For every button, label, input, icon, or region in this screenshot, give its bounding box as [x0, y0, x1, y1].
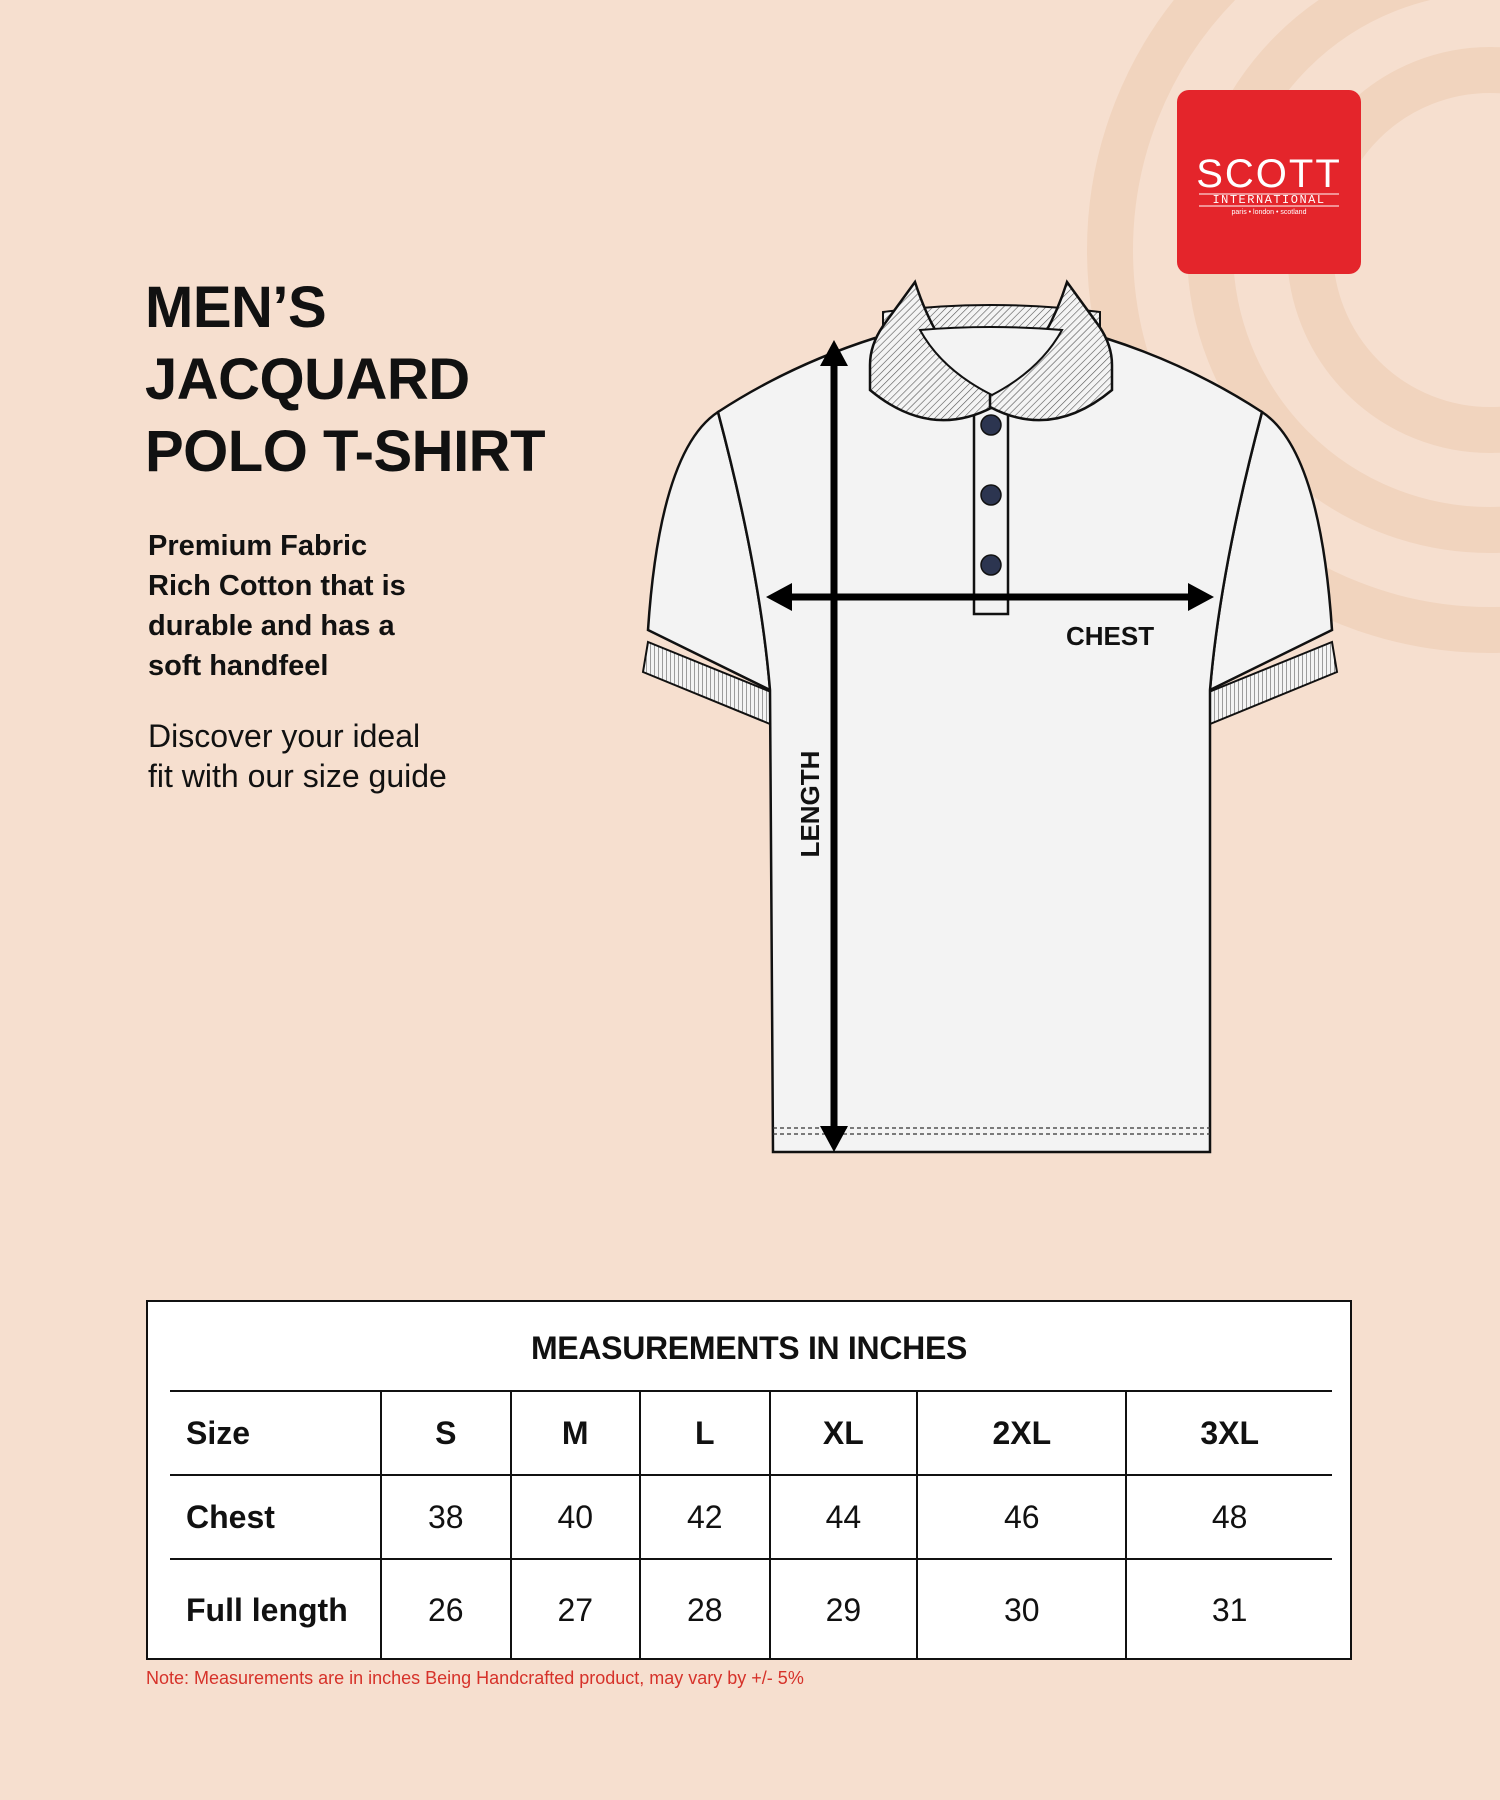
button-icon	[981, 485, 1001, 505]
product-description	[148, 526, 406, 686]
table-cell: Size	[170, 1391, 381, 1475]
table-row-full-length	[170, 1559, 1332, 1660]
title-line: POLO T-SHIRT	[145, 419, 545, 484]
table-cell: 29	[770, 1559, 918, 1660]
chest-label: CHEST	[1066, 621, 1155, 651]
table-row-size	[170, 1391, 1332, 1475]
table-cell: 31	[1126, 1559, 1332, 1660]
description-line: Rich Cotton that is	[148, 570, 406, 602]
table-cell: S	[381, 1391, 511, 1475]
table-cell: 28	[640, 1559, 770, 1660]
length-label: LENGTH	[795, 750, 825, 858]
table-cell: 27	[511, 1559, 641, 1660]
subtext-line: fit with our size guide	[148, 758, 447, 794]
subtext-line: Discover your ideal	[148, 718, 421, 754]
title-line: JACQUARD	[145, 347, 470, 412]
brand-logo	[1177, 90, 1361, 274]
table-cell: 38	[381, 1475, 511, 1559]
polo-shirt-diagram	[630, 270, 1350, 1170]
table-cell: 30	[917, 1559, 1126, 1660]
title-line: MEN’S	[145, 275, 327, 340]
collar	[870, 282, 1112, 420]
table-cell: 44	[770, 1475, 918, 1559]
table-cell: 26	[381, 1559, 511, 1660]
table-cell: Full length	[170, 1559, 381, 1660]
button-icon	[981, 415, 1001, 435]
description-line: soft handfeel	[148, 650, 329, 682]
description-line: durable and has a	[148, 610, 395, 642]
measurements-panel	[146, 1300, 1352, 1660]
description-line: Premium Fabric	[148, 530, 368, 562]
size-guide-text	[148, 716, 447, 796]
table-cell: 2XL	[917, 1391, 1126, 1475]
table-cell: 40	[511, 1475, 641, 1559]
table-cell: 48	[1126, 1475, 1332, 1559]
button-icon	[981, 555, 1001, 575]
table-cell: 46	[917, 1475, 1126, 1559]
brand-sub: INTERNATIONAL	[1212, 193, 1326, 207]
table-cell: L	[640, 1391, 770, 1475]
measurements-title: MEASUREMENTS IN INCHES	[530, 1330, 968, 1366]
brand-tagline: paris • london • scotland	[1231, 209, 1307, 216]
size-table	[170, 1390, 1332, 1660]
brand-name: SCOTT	[1196, 152, 1342, 196]
table-cell: M	[511, 1391, 641, 1475]
table-cell: 3XL	[1126, 1391, 1332, 1475]
table-row-chest	[170, 1475, 1332, 1559]
measurement-note: Note: Measurements are in inches Being Handcrafted product, may vary by +/- 5%	[146, 1668, 804, 1688]
placket	[974, 408, 1008, 614]
page-title	[145, 272, 545, 488]
table-cell: Chest	[170, 1475, 381, 1559]
table-cell: XL	[770, 1391, 918, 1475]
table-cell: 42	[640, 1475, 770, 1559]
